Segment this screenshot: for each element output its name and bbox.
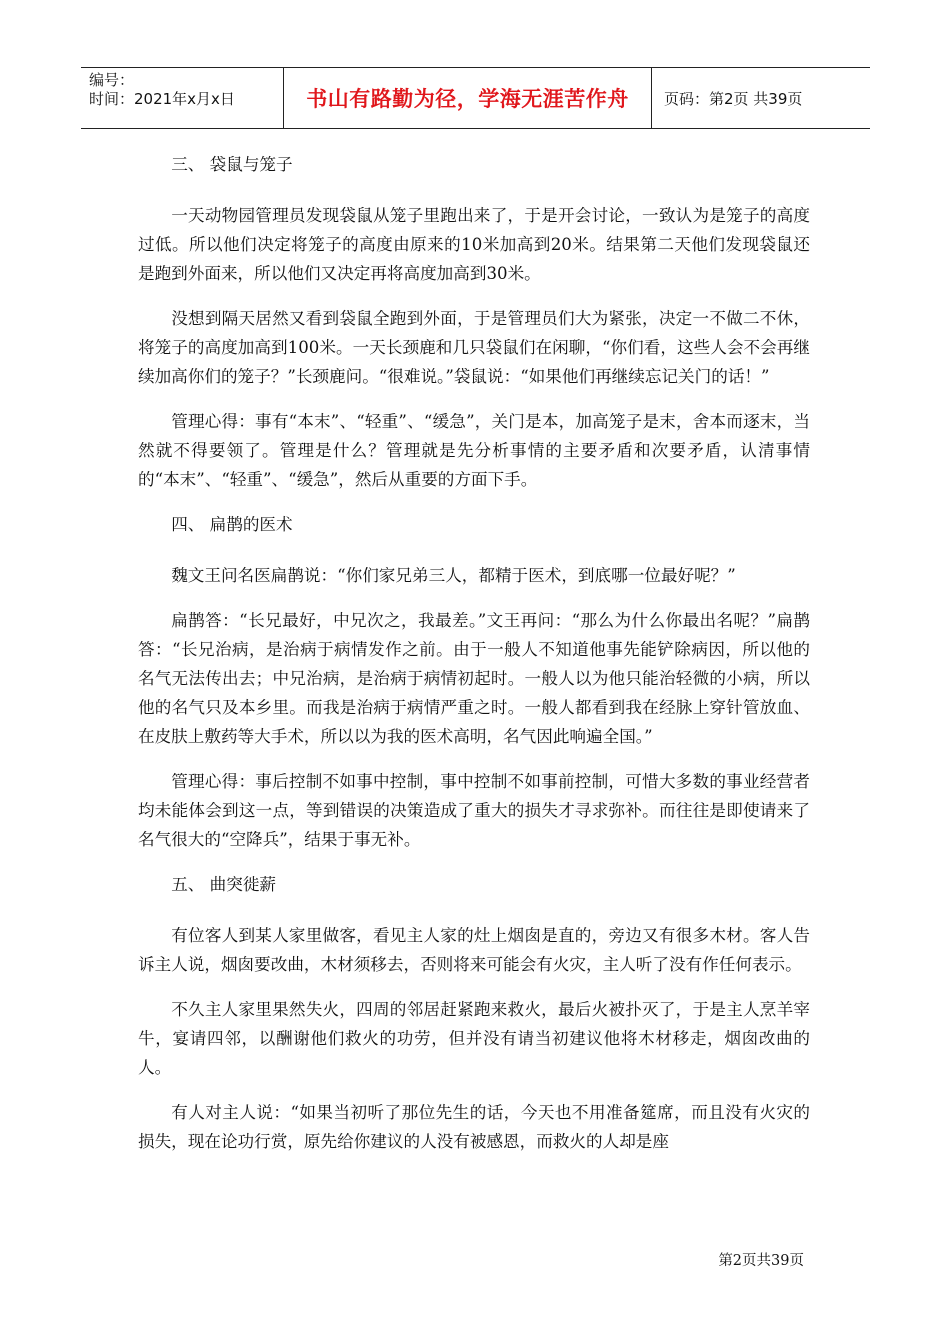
paragraph: 魏文王问名医扁鹊说：“你们家兄弟三人，都精于医术，到底哪一位最好呢？” <box>171 566 736 585</box>
paragraph: 扁鹊答：“长兄最好，中兄次之，我最差。”文王再问：“那么为什么你最出名呢？”扁鹊答：“长兄治病，是治病于病情发作之前。由于一般人不知道他事先能铲除病因，所以他的名气无法传出去；中兄治病，是治病于病情初起时。一般人以为他只能治轻微的小病，所以他的名气只及本乡里。而我是治病于病情严重之时。一般人都看到我在经脉上穿针管放血、在皮肤上敷药等大手术，所以以为我的医术高明，名气因此响遍全国。” <box>138 611 810 746</box>
section-heading-bianque: 四、 扁鹊的医术 <box>171 515 293 534</box>
paragraph: 有人对主人说：“如果当初听了那位先生的话，今天也不用准备筵席，而且没有火灾的损失，现在论功行赏，原先给你建议的人没有被感恩，而救火的人却是座 <box>138 1103 810 1151</box>
header-motto-cell <box>284 68 652 128</box>
document-number-label: 编号： <box>89 71 135 89</box>
page-footer-number: 第2页共39页 <box>718 1253 804 1269</box>
header-motto: 书山有路勤为径，学海无涯苦作舟 <box>306 87 629 111</box>
paragraph: 管理心得：事有“本末”、“轻重”、“缓急”，关门是本，加高笼子是末，舍本而逐末，当然就不得要领了。管理是什么？管理就是先分析事情的主要矛盾和次要矛盾，认清事情的“本末”、“轻重”、“缓急”，然后从重要的方面下手。 <box>138 412 810 489</box>
document-date-label: 时间：2021年x月x日 <box>89 90 235 108</box>
document-body <box>138 150 810 1172</box>
paragraph: 没想到隔天居然又看到袋鼠全跑到外面，于是管理员们大为紧张，决定一不做二不休，将笼子的高度加高到100米。一天长颈鹿和几只袋鼠们在闲聊，“你们看，这些人会不会再继续加高你们的笼子？”长颈鹿问。“很难说。”袋鼠说：“如果他们再继续忘记关门的话！” <box>138 309 810 386</box>
page-header <box>81 67 870 129</box>
section-heading-chimney: 五、 曲突徙薪 <box>171 875 277 894</box>
paragraph: 不久主人家里果然失火，四周的邻居赶紧跑来救火，最后火被扑灭了，于是主人烹羊宰牛，宴请四邻，以酬谢他们救火的功劳，但并没有请当初建议他将木材移走，烟囱改曲的人。 <box>138 1000 810 1077</box>
paragraph: 管理心得：事后控制不如事中控制，事中控制不如事前控制，可惜大多数的事业经营者均未能体会到这一点，等到错误的决策造成了重大的损失才寻求弥补。而往往是即使请来了名气很大的“空降兵”，结果于事无补。 <box>138 772 810 849</box>
header-page-number: 页码：第2页 共39页 <box>664 89 803 108</box>
paragraph: 一天动物园管理员发现袋鼠从笼子里跑出来了，于是开会讨论，一致认为是笼子的高度过低。所以他们决定将笼子的高度由原来的10米加高到20米。结果第二天他们发现袋鼠还是跑到外面来，所以他们又决定再将高度加高到30米。 <box>138 206 810 283</box>
header-page-cell <box>652 68 870 128</box>
paragraph: 有位客人到某人家里做客，看见主人家的灶上烟囱是直的，旁边又有很多木材。客人告诉主人说，烟囱要改曲，木材须移去，否则将来可能会有火灾，主人听了没有作任何表示。 <box>138 926 810 974</box>
section-heading-kangaroo: 三、 袋鼠与笼子 <box>171 155 293 174</box>
header-meta-cell <box>81 68 284 128</box>
